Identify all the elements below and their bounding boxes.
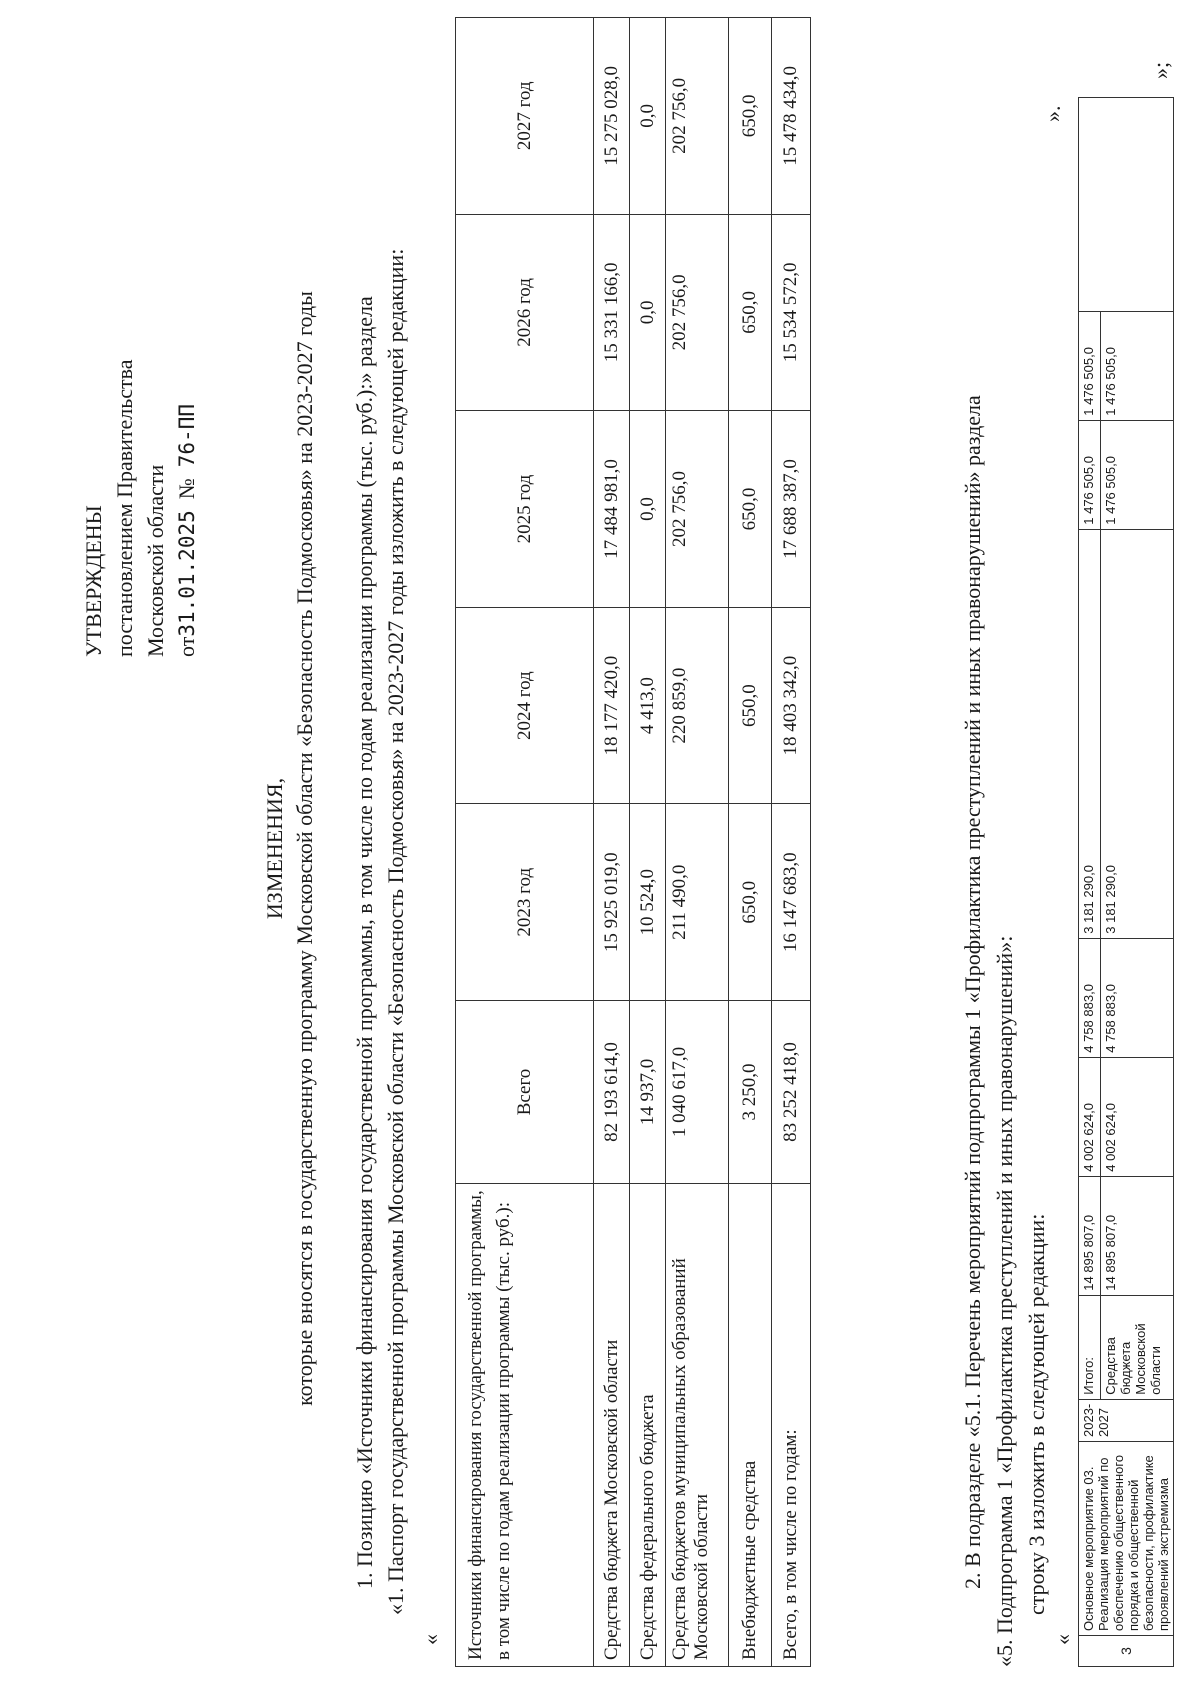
table-cell: 202 756,0 xyxy=(666,411,729,608)
table-cell: 17 688 387,0 xyxy=(772,411,811,608)
table-cell: 1 476 505,0 xyxy=(1101,311,1174,420)
table-header-cell: 2025 год xyxy=(456,411,594,608)
table-cell: 15 275 028,0 xyxy=(594,18,630,215)
approval-block xyxy=(78,359,203,657)
table-cell: Всего, в том числе по годам: xyxy=(772,1184,811,1667)
table-cell: 4 413,0 xyxy=(630,607,666,804)
table-cell: 4 758 883,0 xyxy=(1101,938,1174,1057)
table-cell: 1 476 505,0 xyxy=(1079,420,1101,529)
approval-line: Московской области xyxy=(143,464,168,657)
section2-paragraph: строку 3 изложить в следующей редакции: xyxy=(1024,1213,1049,1615)
table-cell: 15 331 166,0 xyxy=(594,214,630,411)
section2-paragraph: 2. В подразделе «5.1. Перечень мероприятий подпрограммы 1 «Профилактика преступлений и иных правонарушений» раздела xyxy=(960,395,985,1589)
table-cell: 220 859,0 xyxy=(666,607,729,804)
table-cell: 15 925 019,0 xyxy=(594,804,630,1001)
table-cell: 202 756,0 xyxy=(666,18,729,215)
approval-title: УТВЕРЖДЕНЫ xyxy=(81,505,106,657)
table-cell: 0,0 xyxy=(630,214,666,411)
table-cell: Средства федерального бюджета xyxy=(630,1184,666,1667)
table-cell: 14 895 807,0 xyxy=(1079,1176,1101,1295)
table-header-row xyxy=(456,18,594,1667)
approval-date-line xyxy=(171,359,203,657)
table-cell: 4 002 624,0 xyxy=(1101,1057,1174,1176)
close-quote: ». xyxy=(1040,105,1065,122)
close-quote: »; xyxy=(1148,61,1173,79)
table-cell: 650,0 xyxy=(729,214,772,411)
table-cell: 650,0 xyxy=(729,607,772,804)
table-cell: 14 937,0 xyxy=(630,1001,666,1184)
financing-table xyxy=(455,17,811,1667)
table-cell: 1 476 505,0 xyxy=(1101,420,1174,529)
document-subheading: которые вносятся в государственную программу Московской области «Безопасность Подмосковья» на 2023-2027 годы xyxy=(292,291,317,1406)
table-cell: 83 252 418,0 xyxy=(772,1001,811,1184)
table-cell xyxy=(1079,98,1174,312)
section2-paragraph: «5. Подпрограмма 1 «Профилактика преступлений и иных правонарушений»: xyxy=(992,935,1017,1667)
table-cell: 17 484 981,0 xyxy=(594,411,630,608)
activity-period: 2023-2027 xyxy=(1079,1399,1174,1441)
table-cell: 202 756,0 xyxy=(666,214,729,411)
table-header-cell: Всего xyxy=(456,1001,594,1184)
date-prefix: от xyxy=(174,636,199,657)
table-cell: 3 250,0 xyxy=(729,1001,772,1184)
table-cell: 0,0 xyxy=(630,18,666,215)
table-cell: 3 181 290,0 xyxy=(1079,529,1101,938)
approval-date: 31.01.2025 xyxy=(175,510,199,637)
row-number: 3 xyxy=(1079,1636,1174,1667)
table-cell: 3 181 290,0 xyxy=(1101,529,1174,938)
table-cell: 14 895 807,0 xyxy=(1101,1176,1174,1295)
table-cell: 16 147 683,0 xyxy=(772,804,811,1001)
table-cell: Итого: xyxy=(1079,1295,1101,1399)
section1-paragraph: «1. Паспорт государственной программы Московской области «Безопасность Подмосковья» на 2023-2027 годы изложить в следующей редакции: xyxy=(383,248,408,1615)
activity-name: Основное мероприятие 03. Реализация мероприятий по обеспечению общественного порядка и общественной безопасности, профилактике проявлений экстремизма xyxy=(1079,1442,1174,1636)
table-total-row xyxy=(772,18,811,1667)
approval-number: 76-ПП xyxy=(175,404,199,468)
table-header-cell: Источники финансирования государственной программы, в том числе по годам реализации программы (тыс. руб.): xyxy=(456,1184,594,1667)
number-sign: № xyxy=(174,478,199,500)
table-cell: Внебюджетные средства xyxy=(729,1184,772,1667)
table-row xyxy=(594,18,630,1667)
table-row xyxy=(1079,98,1101,1667)
table-cell: 4 002 624,0 xyxy=(1079,1057,1101,1176)
open-quote: « xyxy=(418,1634,443,1645)
subprogram-table xyxy=(1078,97,1174,1667)
table-cell: 1 040 617,0 xyxy=(666,1001,729,1184)
table-cell: 15 478 434,0 xyxy=(772,18,811,215)
table-cell: 18 403 342,0 xyxy=(772,607,811,804)
table-cell: 10 524,0 xyxy=(630,804,666,1001)
table-header-cell: 2027 год xyxy=(456,18,594,215)
approval-line: постановлением Правительства xyxy=(112,359,137,657)
table-cell: 4 758 883,0 xyxy=(1079,938,1101,1057)
table-cell: 211 490,0 xyxy=(666,804,729,1001)
table-cell: Средства бюджетов муниципальных образований Московской области xyxy=(666,1184,729,1667)
table-cell: 650,0 xyxy=(729,18,772,215)
table-cell: 1 476 505,0 xyxy=(1079,311,1101,420)
table-cell: 82 193 614,0 xyxy=(594,1001,630,1184)
table-header-cell: 2024 год xyxy=(456,607,594,804)
section1-paragraph: 1. Позицию «Источники финансирования государственной программы, в том числе по годам реализации программы (тыс. руб.):» раздела xyxy=(352,296,377,1589)
table-cell: 15 534 572,0 xyxy=(772,214,811,411)
document-heading: ИЗМЕНЕНИЯ, xyxy=(262,777,287,920)
table-cell: 0,0 xyxy=(630,411,666,608)
table-header-cell: 2026 год xyxy=(456,214,594,411)
table-row xyxy=(729,18,772,1667)
table-row xyxy=(666,18,729,1667)
open-quote: « xyxy=(1050,1634,1075,1645)
table-cell: 18 177 420,0 xyxy=(594,607,630,804)
table-cell: 650,0 xyxy=(729,411,772,608)
table-cell: 650,0 xyxy=(729,804,772,1001)
table-row xyxy=(630,18,666,1667)
table-header-cell: 2023 год xyxy=(456,804,594,1001)
table-cell: Средства бюджета Московской области xyxy=(594,1184,630,1667)
table-cell: Средства бюджета Московской области xyxy=(1101,1295,1174,1399)
